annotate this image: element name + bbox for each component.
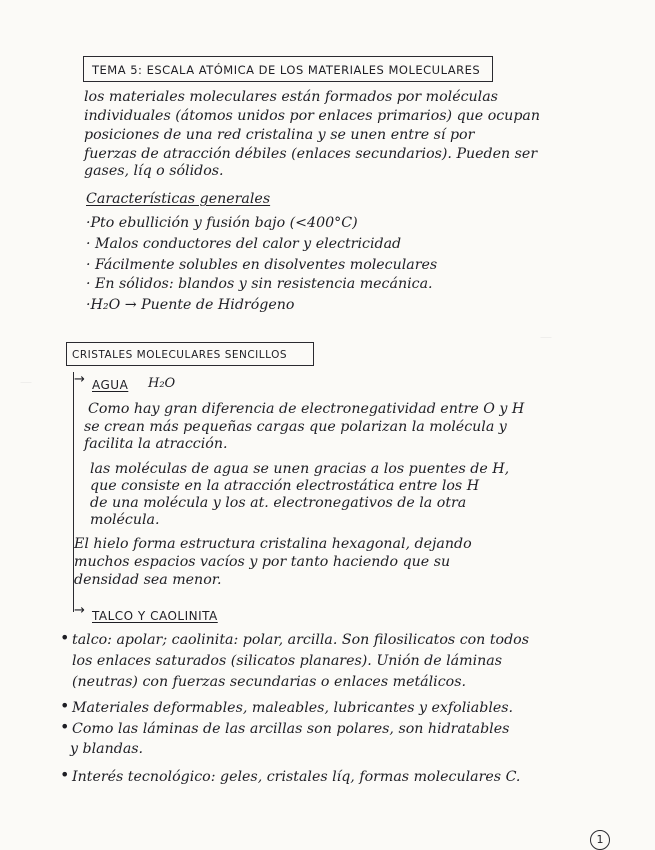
characteristic-item: ·H₂O → Puente de Hidrógeno <box>86 297 295 313</box>
bullet-dot: • <box>60 765 70 784</box>
section-heading-caracteristicas: Características generales <box>86 191 271 207</box>
page-number: 1 <box>590 830 610 850</box>
talco-bullet-line: los enlaces saturados (silicatos planares). Unión de láminas <box>72 653 502 669</box>
arrow-icon: → <box>74 372 85 387</box>
characteristic-item: · Fácilmente solubles en disolventes moleculares <box>86 257 438 273</box>
talco-bullet-line: Como las láminas de las arcillas son polares, son hidratables <box>72 721 510 737</box>
talco-bullet-line: Interés tecnológico: geles, cristales líq, formas moleculares C. <box>72 769 521 785</box>
characteristic-item: · Malos conductores del calor y electricidad <box>86 236 402 252</box>
bullet-dot: • <box>60 628 70 647</box>
bullet-dot: • <box>60 696 70 715</box>
agua-paragraph-line: las moléculas de agua se unen gracias a los puentes de H, <box>90 461 510 477</box>
talco-bullet-line: Materiales deformables, maleables, lubricantes y exfoliables. <box>72 700 514 716</box>
formula-h2o: H₂O <box>148 376 176 391</box>
bleed-through-mark: — <box>20 375 32 389</box>
agua-paragraph-line: que consiste en la atracción electrostática entre los H <box>90 478 480 494</box>
intro-line: posiciones de una red cristalina y se unen entre sí por <box>84 127 475 143</box>
agua-paragraph-line: muchos espacios vacíos y por tanto haciendo que su <box>74 554 451 570</box>
subheading-talco-caolinita: TALCO Y CAOLINITA <box>92 609 218 623</box>
agua-paragraph-line: El hielo forma estructura cristalina hexagonal, dejando <box>74 536 472 552</box>
bleed-through-mark: — <box>540 330 552 344</box>
agua-paragraph-line: se crean más pequeñas cargas que polarizan la molécula y <box>84 419 507 435</box>
intro-line: individuales (átomos unidos por enlaces primarios) que ocupan <box>84 108 541 124</box>
subheading-agua: AGUA <box>92 378 129 392</box>
characteristic-item: ·Pto ebullición y fusión bajo (<400°C) <box>86 215 358 231</box>
section-heading-cristales: CRISTALES MOLECULARES SENCILLOS <box>72 349 288 361</box>
intro-line: fuerzas de atracción débiles (enlaces secundarios). Pueden ser <box>84 146 538 162</box>
agua-paragraph-line: Como hay gran diferencia de electronegatividad entre O y H <box>88 401 525 417</box>
talco-bullet-line: (neutras) con fuerzas secundarias o enlaces metálicos. <box>72 674 466 690</box>
arrow-icon: → <box>74 603 85 618</box>
page-title: TEMA 5: ESCALA ATÓMICA DE LOS MATERIALES MOLECULARES <box>92 63 481 77</box>
intro-line: gases, líq o sólidos. <box>84 163 224 179</box>
agua-paragraph-line: facilita la atracción. <box>84 436 228 452</box>
agua-paragraph-line: densidad sea menor. <box>74 572 222 588</box>
bullet-dot: • <box>60 717 70 736</box>
agua-paragraph-line: de una molécula y los at. electronegativos de la otra <box>90 495 467 511</box>
characteristic-item: · En sólidos: blandos y sin resistencia mecánica. <box>86 276 433 292</box>
talco-bullet-line: y blandas. <box>70 741 144 757</box>
talco-bullet-line: talco: apolar; caolinita: polar, arcilla. Son filosilicatos con todos <box>72 632 529 648</box>
agua-paragraph-line: molécula. <box>90 512 160 528</box>
intro-line: los materiales moleculares están formados por moléculas <box>84 89 498 105</box>
